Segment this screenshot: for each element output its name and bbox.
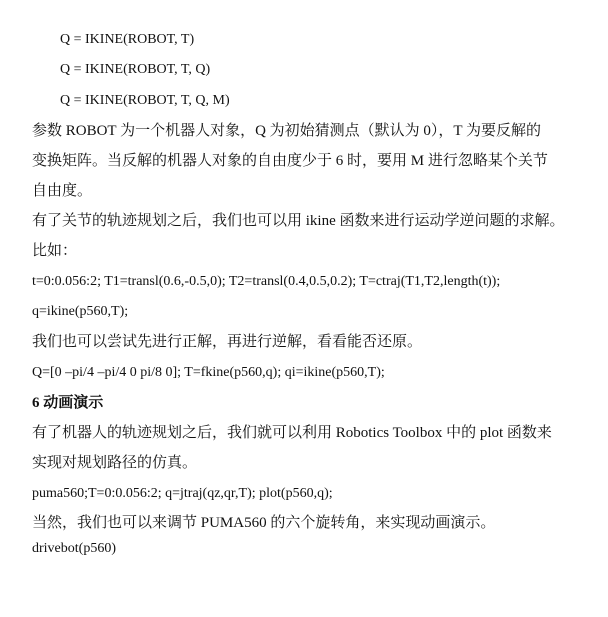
paragraph-1-line-1: 参数 ROBOT 为一个机器人对象，Q 为初始猜测点（默认为 0），T 为要反解的 (32, 123, 542, 139)
paragraph-4-line-2: 实现对规划路径的仿真。 (32, 455, 198, 471)
paragraph-3: 我们也可以尝试先进行正解，再进行逆解，看看能否还原。 (32, 334, 423, 350)
code-line-1: t=0:0.056:2; T1=transl(0.6,-0.5,0); T2=transl(0.4,0.5,0.2); T=ctraj(T1,T2,length(t)); (32, 274, 501, 289)
code-line-4: puma560;T=0:0.056:2; q=jtraj(qz,qr,T); plot(p560,q); (32, 486, 333, 501)
paragraph-5: 当然，我们也可以来调节 PUMA560 的六个旋转角，来实现动画演示。 (32, 515, 496, 531)
section-heading: 6 动画演示 (32, 395, 104, 411)
paragraph-1-line-3: 自由度。 (32, 183, 93, 199)
paragraph-4-line-1: 有了机器人的轨迹规划之后，我们就可以利用 Robotics Toolbox 中的 plot 函数来 (32, 425, 552, 441)
syntax-line-1: Q = IKINE(ROBOT, T) (60, 32, 195, 47)
paragraph-1-line-2: 变换矩阵。当反解的机器人对象的自由度少于 6 时，要用 M 进行忽略某个关节 (32, 153, 548, 169)
paragraph-2-line-1: 有了关节的轨迹规划之后，我们也可以用 ikine 函数来进行运动学逆问题的求解。 (32, 213, 565, 229)
syntax-line-3: Q = IKINE(ROBOT, T, Q, M) (60, 93, 230, 108)
paragraph-2-line-2: 比如： (32, 243, 78, 259)
code-line-5: drivebot(p560) (32, 541, 116, 556)
code-line-3: Q=[0 –pi/4 –pi/4 0 pi/8 0]; T=fkine(p560,q); qi=ikine(p560,T); (32, 365, 385, 380)
syntax-line-2: Q = IKINE(ROBOT, T, Q) (60, 62, 211, 77)
code-line-2: q=ikine(p560,T); (32, 304, 129, 319)
